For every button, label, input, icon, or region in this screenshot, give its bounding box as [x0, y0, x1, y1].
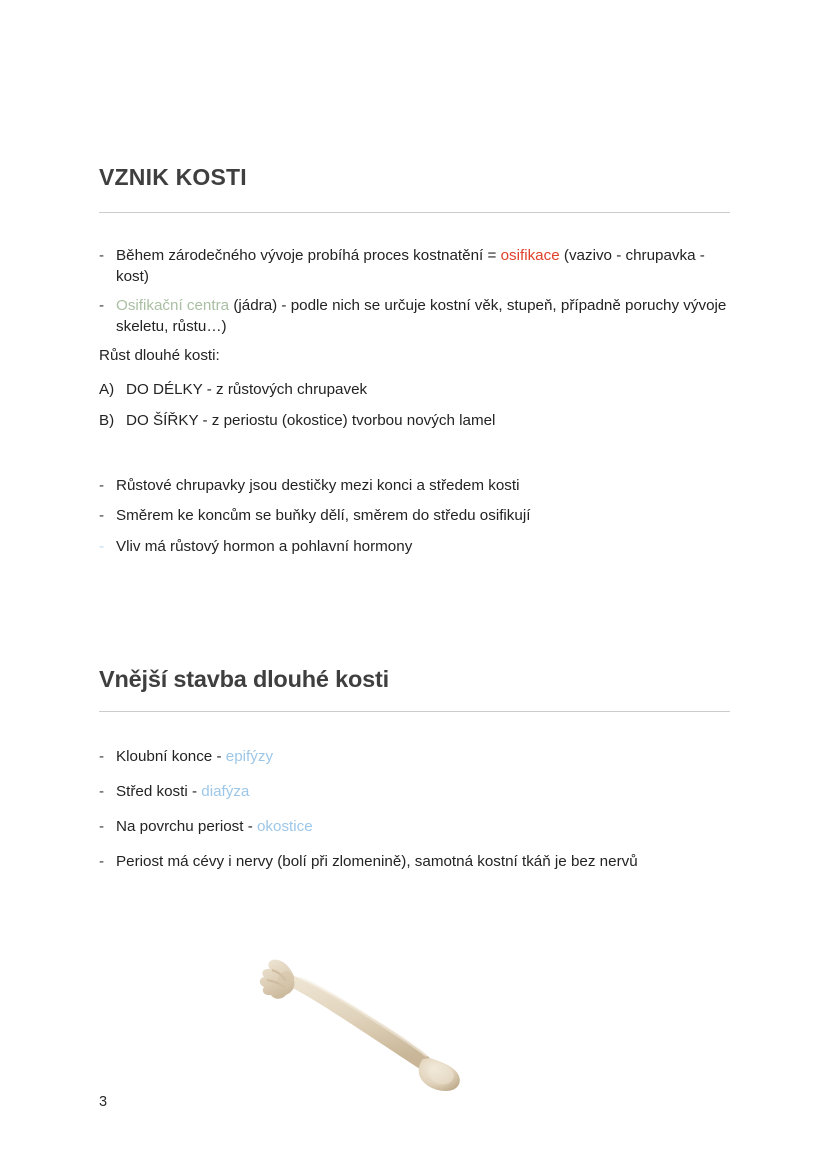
list-item	[99, 505, 739, 526]
page-title: VZNIK KOSTI	[99, 164, 247, 191]
ordered-item-text: DO ŠÍŘKY - z periostu (okostice) tvorbou nových lamel	[126, 412, 496, 429]
text-pre: Na povrchu periost -	[116, 818, 257, 835]
text-pre: Kloubní konce -	[116, 748, 226, 765]
ordered-marker: B)	[99, 412, 115, 429]
bullet-dash-icon: -	[99, 507, 105, 524]
bullet-dash-icon: -	[99, 853, 105, 870]
bullet-dash-icon: -	[99, 783, 105, 800]
bullet-dash-icon: -	[99, 247, 105, 264]
bullet-dash-icon: -	[99, 748, 105, 765]
long-bone-illustration	[252, 938, 492, 1096]
bullet-dash-icon: -	[99, 538, 105, 555]
ordered-item-text: DO DÉLKY - z růstových chrupavek	[126, 381, 368, 398]
list-item	[99, 475, 739, 496]
bullet-dash-icon: -	[99, 818, 105, 835]
list-item	[99, 245, 739, 287]
list-item-text	[116, 295, 739, 337]
accent-term-epifyzy: epifýzy	[225, 748, 274, 765]
divider-bottom	[99, 711, 730, 712]
bullet-dash-icon: -	[99, 477, 105, 494]
list-item-text: Periost má cévy i nervy (bolí při zlomenině), samotná kostní tkáň je bez nervů	[116, 853, 638, 870]
bullet-dash-icon: -	[99, 297, 105, 314]
text-pre: Střed kosti -	[116, 783, 202, 800]
text-post: (jádra) - podle nich se určuje kostní věk, stupeň, případně poruchy vývoje skeletu, růstu…)	[116, 297, 727, 335]
text-pre: Během zárodečného vývoje probíhá proces kostnatění =	[116, 247, 501, 264]
list-item	[99, 536, 739, 557]
accent-term-okostice: okostice	[256, 818, 313, 835]
text-post: (vazivo - chrupavka - kost)	[116, 247, 705, 285]
accent-term-diafyza: diafýza	[201, 783, 250, 800]
list-item	[99, 816, 739, 837]
bone-shaft	[288, 976, 430, 1071]
page-number: 3	[99, 1094, 108, 1110]
section-two-title: Vnější stavba dlouhé kosti	[99, 665, 389, 692]
ordered-marker: A)	[99, 381, 115, 398]
list-item-text: Směrem ke koncům se buňky dělí, směrem do středu osifikují	[116, 507, 531, 524]
list-item-text	[116, 781, 739, 802]
list-item-text	[116, 816, 739, 837]
list-item	[99, 746, 739, 767]
list-item	[99, 851, 739, 872]
list-item-text: Vliv má růstový hormon a pohlavní hormony	[116, 538, 413, 555]
subsection-intro: Růst dlouhé kosti:	[99, 347, 220, 364]
list-item-text: Růstové chrupavky jsou destičky mezi konci a středem kosti	[116, 477, 520, 494]
accent-term-osifikacni-centra: Osifikační centra	[116, 297, 230, 314]
divider-top	[99, 212, 730, 213]
list-item-text	[116, 746, 739, 767]
accent-term-osifikace: osifikace	[500, 247, 560, 264]
list-item	[99, 781, 739, 802]
list-item-ordered	[99, 410, 495, 431]
list-item-ordered	[99, 379, 367, 400]
list-item	[99, 295, 739, 337]
list-item-text	[116, 245, 739, 287]
